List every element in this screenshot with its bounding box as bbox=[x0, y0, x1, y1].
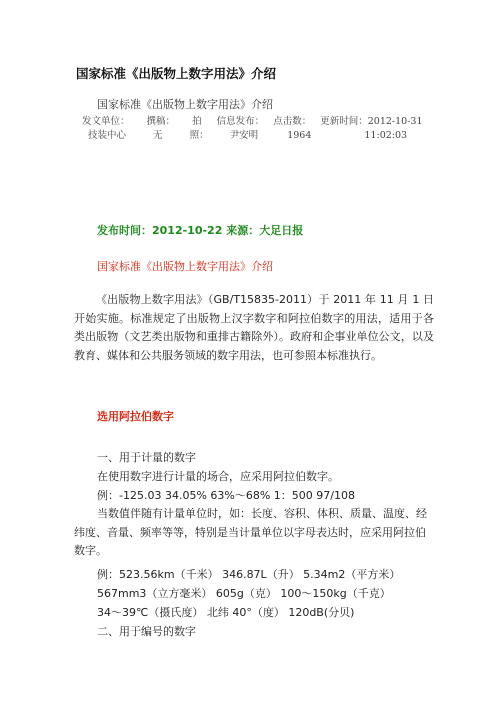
meta-label: 点击数： bbox=[273, 116, 312, 127]
meta-line-2 bbox=[88, 127, 407, 141]
publish-info: 发布时间：2012-10-22 来源：大足日报 bbox=[97, 224, 304, 237]
meta-value: 1964 bbox=[287, 130, 312, 141]
meta-value: 尹安明 bbox=[229, 130, 259, 141]
meta-label: 发文单位： bbox=[82, 116, 130, 127]
meta-line-1 bbox=[82, 113, 423, 127]
item1-example: 例：523.56km（千米） 346.87L（升） 5.34m2（平方米） bbox=[97, 568, 401, 581]
item2-heading: 二、用于编号的数字 bbox=[97, 625, 196, 638]
meta-label: 更新时间：2012-10-31 bbox=[320, 116, 423, 127]
item1-heading: 一、用于计量的数字 bbox=[97, 451, 196, 464]
meta-value: 技装中心 bbox=[88, 130, 127, 141]
item1-example: 例：-125.03 34.05% 63%～68% 1：500 97/108 bbox=[97, 489, 355, 502]
meta-value: 照： bbox=[189, 130, 209, 141]
item1-paragraph: 当数值伴随有计量单位时，如：长度、容积、体积、质量、温度、经纬度、音量、频率等等，特别是当计量单位以字母表达时，应采用阿拉伯数字。 bbox=[74, 507, 427, 557]
meta-label: 信息发布： bbox=[216, 116, 265, 127]
document-subtitle: 国家标准《出版物上数字用法》介绍 bbox=[97, 98, 273, 111]
item1-example: 567mm3（立方毫米） 605g（克） 100～150kg（千克） bbox=[97, 587, 391, 600]
meta-label: 拍 bbox=[192, 116, 202, 127]
document-title: 国家标准《出版物上数字用法》介绍 bbox=[76, 66, 277, 81]
intro-paragraph: 《出版物上数字用法》（GB/T15835-2011）于 2011 年 11 月 1 日开始实施。标准规定了出版物上汉字数字和阿拉伯数字的用法，适用于各类出版物（文艺类出版物和重排古籍除外）。政府和企事业单位公文，以及教育、媒体和公共服务领域的数字用法，也可参照本标准执行。 bbox=[74, 293, 434, 362]
meta-value: 11:02:03 bbox=[364, 130, 408, 141]
section-heading: 选用阿拉伯数字 bbox=[97, 410, 174, 423]
meta-value: 无 bbox=[153, 130, 163, 141]
item1-example: 34～39℃（摄氏度） 北纬 40°（度） 120dB(分贝) bbox=[97, 606, 355, 619]
article-title: 国家标准《出版物上数字用法》介绍 bbox=[97, 260, 273, 273]
item1-line: 在使用数字进行计量的场合，应采用阿拉伯数字。 bbox=[97, 470, 339, 483]
meta-label: 撰稿： bbox=[146, 116, 176, 127]
